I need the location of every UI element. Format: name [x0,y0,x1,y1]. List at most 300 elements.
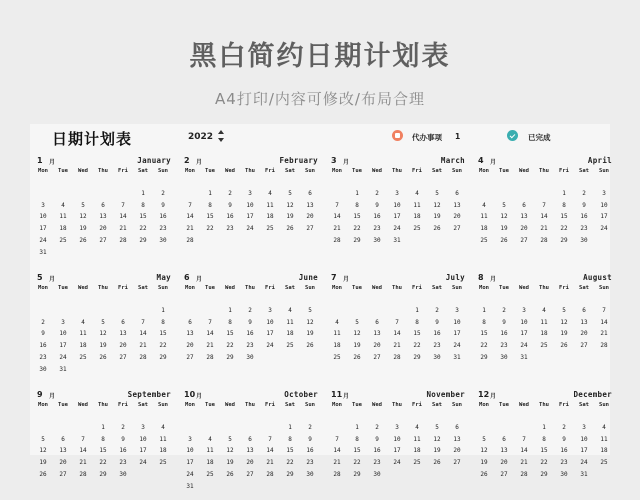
day-cell[interactable]: 10 [520,318,528,326]
day-cell[interactable]: 28 [333,236,341,244]
day-cell[interactable]: 21 [520,459,528,467]
day-cell[interactable]: 31 [520,353,528,361]
day-cell[interactable]: 20 [453,213,461,221]
day-cell[interactable]: 28 [540,236,548,244]
day-cell[interactable]: 31 [453,353,461,361]
day-cell[interactable]: 13 [500,447,508,455]
day-cell[interactable]: 19 [226,459,234,467]
day-cell[interactable]: 26 [99,353,107,361]
day-cell[interactable]: 15 [139,213,147,221]
day-cell[interactable]: 17 [600,213,608,221]
day-cell[interactable]: 4 [482,201,486,209]
day-cell[interactable]: 3 [61,318,65,326]
day-cell[interactable]: 25 [480,236,488,244]
day-cell[interactable]: 22 [353,225,361,233]
day-cell[interactable]: 27 [373,353,381,361]
day-cell[interactable]: 22 [480,342,488,350]
day-cell[interactable]: 15 [560,213,568,221]
day-cell[interactable]: 29 [353,236,361,244]
day-cell[interactable]: 22 [540,459,548,467]
day-cell[interactable]: 7 [121,201,125,209]
day-cell[interactable]: 13 [453,201,461,209]
day-cell[interactable]: 25 [206,470,214,478]
day-cell[interactable]: 2 [435,307,439,314]
day-cell[interactable]: 21 [186,225,194,233]
day-cell[interactable]: 3 [41,201,45,209]
day-cell[interactable]: 20 [453,447,461,455]
day-cell[interactable]: 15 [159,330,167,338]
day-cell[interactable]: 23 [246,342,254,350]
day-cell[interactable]: 5 [101,318,105,326]
day-cell[interactable]: 13 [373,330,381,338]
day-cell[interactable]: 11 [413,201,421,209]
day-cell[interactable]: 24 [186,470,194,478]
day-cell[interactable]: 13 [246,447,254,455]
day-cell[interactable]: 22 [206,225,214,233]
day-cell[interactable]: 26 [480,470,488,478]
day-cell[interactable]: 17 [520,330,528,338]
day-cell[interactable]: 5 [482,435,486,443]
day-cell[interactable]: 25 [333,353,341,361]
spin-down-icon[interactable] [218,138,224,142]
day-cell[interactable]: 4 [415,190,419,197]
day-cell[interactable]: 8 [101,435,105,443]
day-cell[interactable]: 13 [186,330,194,338]
day-cell[interactable]: 18 [206,459,214,467]
day-cell[interactable]: 5 [355,318,359,326]
day-cell[interactable]: 14 [333,213,341,221]
day-cell[interactable]: 19 [353,342,361,350]
day-cell[interactable]: 16 [39,342,47,350]
day-cell[interactable]: 4 [602,424,606,431]
day-cell[interactable]: 27 [520,236,528,244]
day-cell[interactable]: 30 [246,353,254,361]
day-cell[interactable]: 1 [562,190,566,197]
day-cell[interactable]: 30 [373,236,381,244]
day-cell[interactable]: 4 [288,307,292,314]
day-cell[interactable]: 18 [286,330,294,338]
day-cell[interactable]: 4 [335,318,339,326]
day-cell[interactable]: 13 [520,213,528,221]
day-cell[interactable]: 1 [415,307,419,314]
day-cell[interactable]: 14 [119,213,127,221]
day-cell[interactable]: 12 [480,447,488,455]
day-cell[interactable]: 5 [502,201,506,209]
day-cell[interactable]: 15 [353,447,361,455]
day-cell[interactable]: 22 [353,459,361,467]
day-cell[interactable]: 21 [333,225,341,233]
day-cell[interactable]: 29 [99,470,107,478]
day-cell[interactable]: 30 [159,236,167,244]
day-cell[interactable]: 11 [159,435,167,443]
day-cell[interactable]: 24 [266,342,274,350]
day-cell[interactable]: 19 [39,459,47,467]
day-cell[interactable]: 11 [413,435,421,443]
day-cell[interactable]: 12 [433,435,441,443]
day-cell[interactable]: 19 [433,447,441,455]
day-cell[interactable]: 7 [542,201,546,209]
day-cell[interactable]: 12 [286,201,294,209]
day-cell[interactable]: 6 [61,435,65,443]
day-cell[interactable]: 24 [59,353,67,361]
day-cell[interactable]: 4 [208,435,212,443]
day-cell[interactable]: 5 [308,307,312,314]
day-cell[interactable]: 9 [375,435,379,443]
day-cell[interactable]: 18 [266,213,274,221]
day-cell[interactable]: 15 [480,330,488,338]
day-cell[interactable]: 29 [413,353,421,361]
day-cell[interactable]: 8 [355,435,359,443]
day-cell[interactable]: 10 [39,213,47,221]
day-cell[interactable]: 21 [540,225,548,233]
day-cell[interactable]: 25 [159,459,167,467]
day-cell[interactable]: 17 [39,225,47,233]
day-cell[interactable]: 2 [582,190,586,197]
day-cell[interactable]: 2 [562,424,566,431]
day-cell[interactable]: 20 [99,225,107,233]
day-cell[interactable]: 4 [415,424,419,431]
day-cell[interactable]: 6 [502,435,506,443]
day-cell[interactable]: 24 [246,225,254,233]
day-cell[interactable]: 14 [266,447,274,455]
day-cell[interactable]: 28 [333,470,341,478]
day-cell[interactable]: 11 [59,213,67,221]
day-cell[interactable]: 12 [353,330,361,338]
day-cell[interactable]: 26 [560,342,568,350]
day-cell[interactable]: 26 [353,353,361,361]
day-cell[interactable]: 17 [266,330,274,338]
year-spinner[interactable] [218,129,226,145]
day-cell[interactable]: 3 [395,424,399,431]
day-cell[interactable]: 15 [353,213,361,221]
day-cell[interactable]: 6 [582,307,586,314]
day-cell[interactable]: 29 [139,236,147,244]
day-cell[interactable]: 21 [139,342,147,350]
day-cell[interactable]: 22 [413,342,421,350]
day-cell[interactable]: 26 [39,470,47,478]
day-cell[interactable]: 14 [79,447,87,455]
year-value[interactable]: 2022 [188,132,214,142]
day-cell[interactable]: 13 [306,201,314,209]
day-cell[interactable]: 11 [600,435,608,443]
day-cell[interactable]: 15 [226,330,234,338]
day-cell[interactable]: 18 [413,213,421,221]
day-cell[interactable]: 10 [453,318,461,326]
day-cell[interactable]: 14 [186,213,194,221]
day-cell[interactable]: 19 [286,213,294,221]
day-cell[interactable]: 13 [119,330,127,338]
day-cell[interactable]: 18 [540,330,548,338]
day-cell[interactable]: 12 [306,318,314,326]
day-cell[interactable]: 9 [502,318,506,326]
day-cell[interactable]: 8 [355,201,359,209]
day-cell[interactable]: 5 [81,201,85,209]
day-cell[interactable]: 27 [119,353,127,361]
day-cell[interactable]: 1 [208,190,212,197]
day-cell[interactable]: 18 [59,225,67,233]
day-cell[interactable]: 4 [268,190,272,197]
day-cell[interactable]: 9 [248,318,252,326]
day-cell[interactable]: 25 [79,353,87,361]
day-cell[interactable]: 1 [288,424,292,431]
day-cell[interactable]: 19 [433,213,441,221]
day-cell[interactable]: 24 [139,459,147,467]
day-cell[interactable]: 27 [453,225,461,233]
day-cell[interactable]: 23 [119,459,127,467]
day-cell[interactable]: 29 [353,470,361,478]
day-cell[interactable]: 9 [435,318,439,326]
day-cell[interactable]: 27 [186,353,194,361]
day-cell[interactable]: 5 [435,424,439,431]
day-cell[interactable]: 27 [453,459,461,467]
day-cell[interactable]: 4 [81,318,85,326]
day-cell[interactable]: 1 [161,307,165,314]
day-cell[interactable]: 22 [99,459,107,467]
day-cell[interactable]: 24 [39,236,47,244]
day-cell[interactable]: 27 [59,470,67,478]
day-cell[interactable]: 21 [333,459,341,467]
day-cell[interactable]: 17 [139,447,147,455]
day-cell[interactable]: 2 [248,307,252,314]
day-cell[interactable]: 28 [79,470,87,478]
day-cell[interactable]: 6 [375,318,379,326]
day-cell[interactable]: 11 [286,318,294,326]
day-cell[interactable]: 23 [560,459,568,467]
day-cell[interactable]: 3 [602,190,606,197]
day-cell[interactable]: 2 [308,424,312,431]
day-cell[interactable]: 9 [41,330,45,338]
day-cell[interactable]: 15 [99,447,107,455]
day-cell[interactable]: 10 [139,435,147,443]
day-cell[interactable]: 8 [562,201,566,209]
day-cell[interactable]: 17 [453,330,461,338]
day-cell[interactable]: 18 [480,225,488,233]
day-cell[interactable]: 23 [226,225,234,233]
day-cell[interactable]: 9 [228,201,232,209]
day-cell[interactable]: 6 [455,190,459,197]
day-cell[interactable]: 25 [540,342,548,350]
day-cell[interactable]: 17 [393,447,401,455]
day-cell[interactable]: 28 [393,353,401,361]
day-cell[interactable]: 1 [542,424,546,431]
day-cell[interactable]: 20 [580,330,588,338]
day-cell[interactable]: 31 [186,482,194,490]
day-cell[interactable]: 27 [580,342,588,350]
day-cell[interactable]: 16 [226,213,234,221]
day-cell[interactable]: 18 [600,447,608,455]
day-cell[interactable]: 11 [266,201,274,209]
day-cell[interactable]: 3 [248,190,252,197]
day-cell[interactable]: 7 [335,435,339,443]
day-cell[interactable]: 29 [159,353,167,361]
day-cell[interactable]: 20 [500,459,508,467]
day-cell[interactable]: 17 [186,459,194,467]
day-cell[interactable]: 16 [246,330,254,338]
day-cell[interactable]: 19 [79,225,87,233]
day-cell[interactable]: 19 [500,225,508,233]
day-cell[interactable]: 27 [99,236,107,244]
day-cell[interactable]: 10 [580,435,588,443]
day-cell[interactable]: 15 [206,213,214,221]
day-cell[interactable]: 23 [373,459,381,467]
day-cell[interactable]: 14 [393,330,401,338]
day-cell[interactable]: 18 [79,342,87,350]
day-cell[interactable]: 5 [435,190,439,197]
day-cell[interactable]: 24 [580,459,588,467]
day-cell[interactable]: 1 [228,307,232,314]
day-cell[interactable]: 30 [119,470,127,478]
day-cell[interactable]: 26 [286,225,294,233]
day-cell[interactable]: 20 [373,342,381,350]
day-cell[interactable]: 23 [306,459,314,467]
day-cell[interactable]: 12 [226,447,234,455]
day-cell[interactable]: 23 [373,225,381,233]
day-cell[interactable]: 25 [286,342,294,350]
day-cell[interactable]: 7 [188,201,192,209]
day-cell[interactable]: 23 [159,225,167,233]
day-cell[interactable]: 28 [186,236,194,244]
day-cell[interactable]: 30 [580,236,588,244]
day-cell[interactable]: 6 [121,318,125,326]
day-cell[interactable]: 17 [580,447,588,455]
day-cell[interactable]: 6 [522,201,526,209]
day-cell[interactable]: 8 [415,318,419,326]
day-cell[interactable]: 1 [101,424,105,431]
day-cell[interactable]: 31 [393,236,401,244]
day-cell[interactable]: 20 [246,459,254,467]
day-cell[interactable]: 30 [373,470,381,478]
day-cell[interactable]: 24 [520,342,528,350]
day-cell[interactable]: 1 [355,424,359,431]
day-cell[interactable]: 11 [540,318,548,326]
day-cell[interactable]: 20 [306,213,314,221]
day-cell[interactable]: 31 [580,470,588,478]
day-cell[interactable]: 8 [208,201,212,209]
day-cell[interactable]: 29 [226,353,234,361]
day-cell[interactable]: 5 [288,190,292,197]
day-cell[interactable]: 29 [540,470,548,478]
day-cell[interactable]: 15 [286,447,294,455]
day-cell[interactable]: 27 [306,225,314,233]
day-cell[interactable]: 10 [393,201,401,209]
day-cell[interactable]: 26 [500,236,508,244]
day-cell[interactable]: 22 [560,225,568,233]
day-cell[interactable]: 7 [81,435,85,443]
day-cell[interactable]: 11 [333,330,341,338]
day-cell[interactable]: 13 [453,435,461,443]
day-cell[interactable]: 7 [268,435,272,443]
day-cell[interactable]: 6 [248,435,252,443]
day-cell[interactable]: 7 [208,318,212,326]
day-cell[interactable]: 15 [413,330,421,338]
day-cell[interactable]: 20 [520,225,528,233]
day-cell[interactable]: 5 [562,307,566,314]
day-cell[interactable]: 25 [600,459,608,467]
day-cell[interactable]: 10 [600,201,608,209]
day-cell[interactable]: 25 [266,225,274,233]
day-cell[interactable]: 3 [582,424,586,431]
day-cell[interactable]: 17 [393,213,401,221]
day-cell[interactable]: 30 [433,353,441,361]
day-cell[interactable]: 12 [433,201,441,209]
day-cell[interactable]: 16 [373,213,381,221]
day-cell[interactable]: 23 [500,342,508,350]
day-cell[interactable]: 10 [186,447,194,455]
day-cell[interactable]: 2 [161,190,165,197]
day-cell[interactable]: 10 [59,330,67,338]
day-cell[interactable]: 30 [560,470,568,478]
day-cell[interactable]: 15 [540,447,548,455]
day-cell[interactable]: 14 [540,213,548,221]
day-cell[interactable]: 14 [333,447,341,455]
day-cell[interactable]: 12 [39,447,47,455]
day-cell[interactable]: 29 [480,353,488,361]
day-cell[interactable]: 11 [206,447,214,455]
day-cell[interactable]: 26 [433,459,441,467]
day-cell[interactable]: 22 [159,342,167,350]
day-cell[interactable]: 21 [266,459,274,467]
day-cell[interactable]: 3 [141,424,145,431]
day-cell[interactable]: 21 [119,225,127,233]
day-cell[interactable]: 7 [522,435,526,443]
day-cell[interactable]: 31 [39,248,47,256]
day-cell[interactable]: 14 [206,330,214,338]
day-cell[interactable]: 2 [121,424,125,431]
day-cell[interactable]: 21 [206,342,214,350]
day-cell[interactable]: 10 [246,201,254,209]
day-cell[interactable]: 19 [99,342,107,350]
day-cell[interactable]: 23 [433,342,441,350]
day-cell[interactable]: 31 [59,365,67,373]
day-cell[interactable]: 29 [560,236,568,244]
day-cell[interactable]: 16 [306,447,314,455]
day-cell[interactable]: 20 [119,342,127,350]
day-cell[interactable]: 12 [500,213,508,221]
day-cell[interactable]: 10 [393,435,401,443]
day-cell[interactable]: 13 [580,318,588,326]
day-cell[interactable]: 16 [580,213,588,221]
day-cell[interactable]: 2 [375,190,379,197]
day-cell[interactable]: 26 [226,470,234,478]
day-cell[interactable]: 21 [393,342,401,350]
day-cell[interactable]: 8 [542,435,546,443]
day-cell[interactable]: 16 [373,447,381,455]
day-cell[interactable]: 16 [560,447,568,455]
day-cell[interactable]: 25 [413,225,421,233]
day-cell[interactable]: 30 [39,365,47,373]
day-cell[interactable]: 11 [79,330,87,338]
day-cell[interactable]: 4 [161,424,165,431]
day-cell[interactable]: 28 [206,353,214,361]
day-cell[interactable]: 7 [141,318,145,326]
day-cell[interactable]: 20 [186,342,194,350]
day-cell[interactable]: 19 [306,330,314,338]
day-cell[interactable]: 2 [502,307,506,314]
day-cell[interactable]: 17 [59,342,67,350]
day-cell[interactable]: 22 [286,459,294,467]
day-cell[interactable]: 26 [433,225,441,233]
day-cell[interactable]: 4 [61,201,65,209]
day-cell[interactable]: 1 [482,307,486,314]
day-cell[interactable]: 19 [560,330,568,338]
day-cell[interactable]: 16 [119,447,127,455]
day-cell[interactable]: 8 [141,201,145,209]
day-cell[interactable]: 3 [188,435,192,443]
day-cell[interactable]: 14 [520,447,528,455]
day-cell[interactable]: 16 [500,330,508,338]
day-cell[interactable]: 26 [306,342,314,350]
day-cell[interactable]: 6 [455,424,459,431]
